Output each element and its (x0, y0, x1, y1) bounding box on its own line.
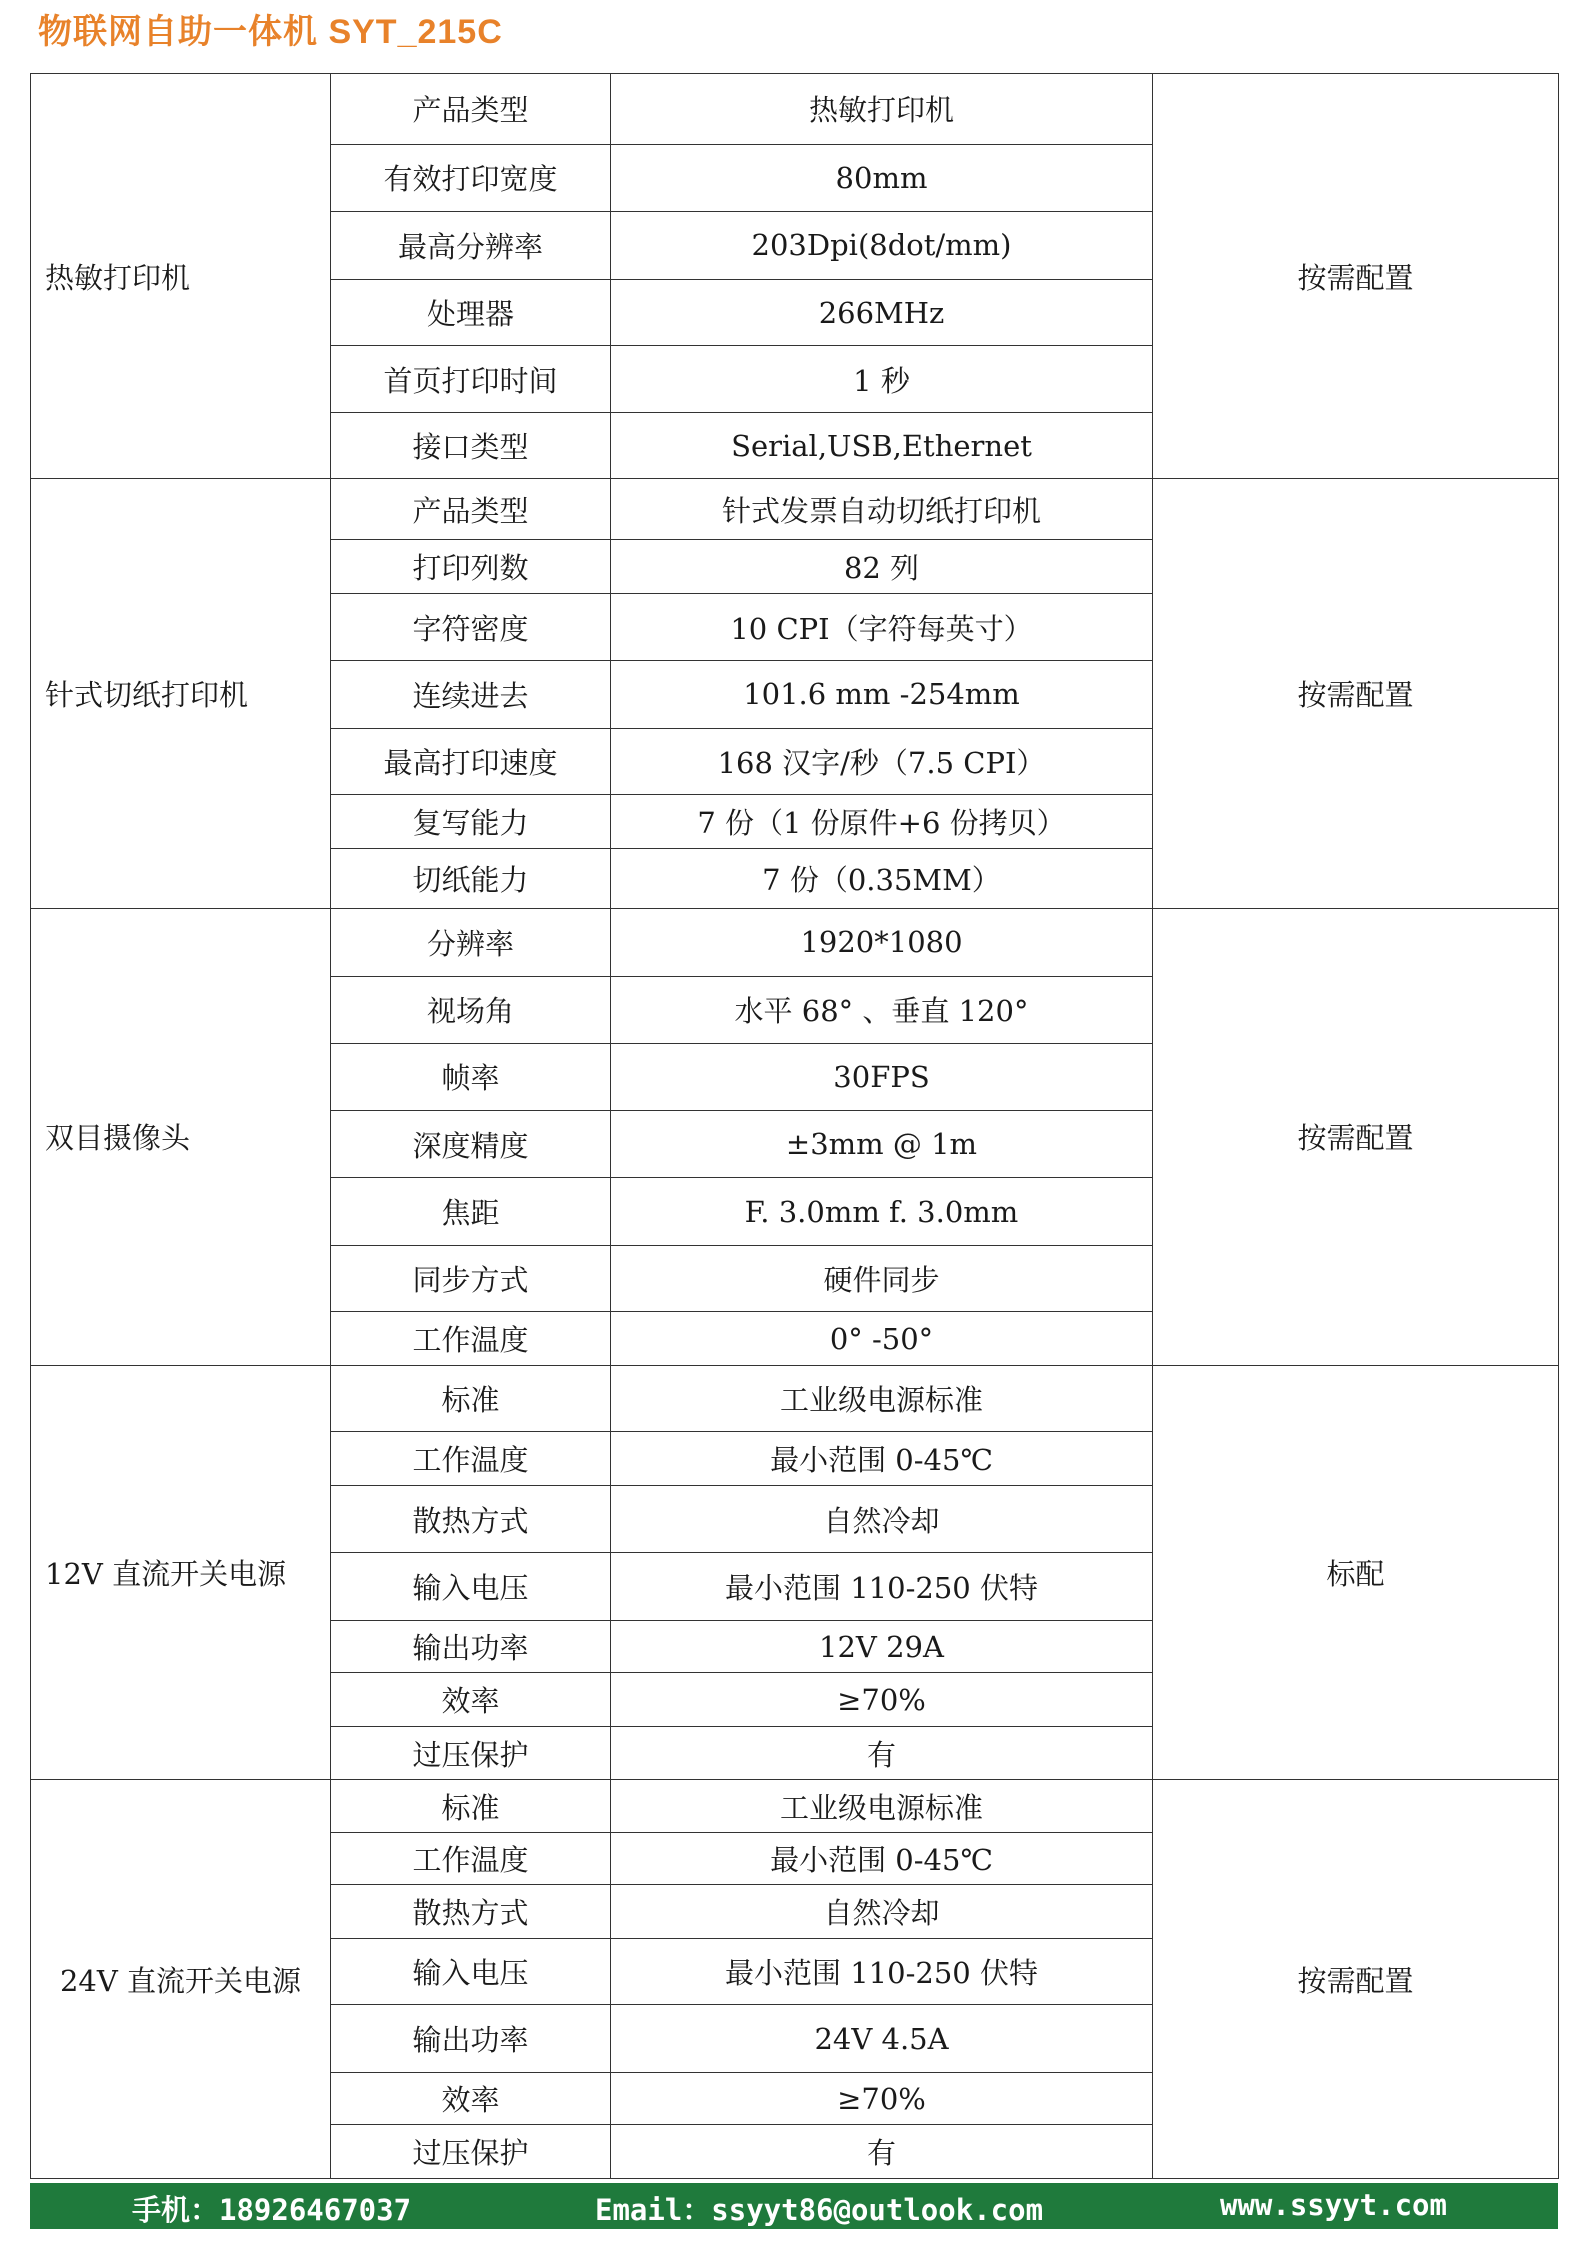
spec-value: 工业级电源标准 (611, 1365, 1153, 1432)
spec-label: 深度精度 (331, 1110, 611, 1178)
spec-label: 焦距 (331, 1178, 611, 1246)
spec-label: 产品类型 (331, 479, 611, 540)
spec-value: 1 秒 (611, 346, 1153, 413)
spec-value: ±3mm @ 1m (611, 1110, 1153, 1178)
spec-value: 自然冷却 (611, 1485, 1153, 1553)
spec-label: 工作温度 (331, 1312, 611, 1365)
spec-label: 产品类型 (331, 74, 611, 145)
config-cell: 按需配置 (1153, 479, 1559, 909)
spec-value: 82 列 (611, 539, 1153, 593)
spec-value: 30FPS (611, 1044, 1153, 1111)
contact-footer (30, 2183, 1558, 2229)
table-row (31, 479, 1559, 540)
spec-label: 首页打印时间 (331, 346, 611, 413)
spec-value: 最小范围 110-250 伏特 (611, 1553, 1153, 1621)
spec-value: 0° -50° (611, 1312, 1153, 1365)
table-row (31, 909, 1559, 977)
spec-label: 字符密度 (331, 594, 611, 661)
spec-value: 12V 29A (611, 1621, 1153, 1673)
category-cell: 24V 直流开关电源 (31, 1780, 331, 2179)
spec-label: 散热方式 (331, 1485, 611, 1553)
spec-value: 24V 4.5A (611, 2005, 1153, 2073)
spec-label: 散热方式 (331, 1885, 611, 1938)
category-cell: 12V 直流开关电源 (31, 1365, 331, 1779)
spec-value: 自然冷却 (611, 1885, 1153, 1938)
spec-value: 最小范围 0-45℃ (611, 1432, 1153, 1485)
spec-label: 复写能力 (331, 795, 611, 848)
config-cell: 标配 (1153, 1365, 1559, 1779)
spec-label: 输出功率 (331, 2005, 611, 2073)
spec-label: 帧率 (331, 1044, 611, 1111)
spec-value: 10 CPI（字符每英寸） (611, 594, 1153, 661)
spec-value: 硬件同步 (611, 1245, 1153, 1312)
category-cell: 双目摄像头 (31, 909, 331, 1366)
spec-label: 分辨率 (331, 909, 611, 977)
spec-value: Serial,USB,Ethernet (611, 412, 1153, 479)
spec-label: 打印列数 (331, 539, 611, 593)
page-title: 物联网自助一体机 SYT_215C (38, 13, 503, 51)
spec-value: 80mm (611, 144, 1153, 212)
spec-label: 有效打印宽度 (331, 144, 611, 212)
spec-label: 工作温度 (331, 1432, 611, 1485)
spec-label: 处理器 (331, 279, 611, 346)
spec-value: 203Dpi(8dot/mm) (611, 212, 1153, 280)
footer-email[interactable]: Email：ssyyt86@outlook.com (595, 2193, 1044, 2227)
spec-value: 7 份（1 份原件+6 份拷贝） (611, 795, 1153, 848)
category-cell: 热敏打印机 (31, 74, 331, 479)
spec-value: F. 3.0mm f. 3.0mm (611, 1178, 1153, 1246)
config-cell: 按需配置 (1153, 74, 1559, 479)
spec-label: 同步方式 (331, 1245, 611, 1312)
table-row (31, 1365, 1559, 1432)
spec-value: 工业级电源标准 (611, 1780, 1153, 1832)
spec-value: 有 (611, 2125, 1153, 2179)
category-cell: 针式切纸打印机 (31, 479, 331, 909)
spec-label: 过压保护 (331, 1726, 611, 1779)
spec-value: 168 汉字/秒（7.5 CPI） (611, 728, 1153, 795)
table-row (31, 74, 1559, 145)
spec-label: 效率 (331, 2072, 611, 2124)
footer-website[interactable]: www.ssyyt.com (1220, 2188, 1447, 2222)
spec-label: 输入电压 (331, 1938, 611, 2005)
spec-label: 过压保护 (331, 2125, 611, 2179)
config-cell: 按需配置 (1153, 909, 1559, 1366)
config-cell: 按需配置 (1153, 1780, 1559, 2179)
spec-label: 切纸能力 (331, 848, 611, 909)
spec-value: 针式发票自动切纸打印机 (611, 479, 1153, 540)
spec-label: 标准 (331, 1365, 611, 1432)
spec-label: 效率 (331, 1673, 611, 1726)
spec-label: 输出功率 (331, 1621, 611, 1673)
spec-value: 有 (611, 1726, 1153, 1779)
spec-value: 266MHz (611, 279, 1153, 346)
spec-label: 最高分辨率 (331, 212, 611, 280)
spec-value: 1920*1080 (611, 909, 1153, 977)
spec-label: 最高打印速度 (331, 728, 611, 795)
spec-label: 接口类型 (331, 412, 611, 479)
spec-table (30, 73, 1559, 2179)
spec-value: 最小范围 0-45℃ (611, 1832, 1153, 1884)
spec-label: 工作温度 (331, 1832, 611, 1884)
spec-label: 连续进去 (331, 660, 611, 728)
spec-value: ≥70% (611, 2072, 1153, 2124)
table-row (31, 1780, 1559, 1832)
spec-label: 标准 (331, 1780, 611, 1832)
spec-label: 视场角 (331, 976, 611, 1044)
spec-value: 7 份（0.35MM） (611, 848, 1153, 909)
spec-value: 水平 68° 、垂直 120° (611, 976, 1153, 1044)
footer-phone: 手机：18926467037 (132, 2193, 412, 2227)
spec-value: 最小范围 110-250 伏特 (611, 1938, 1153, 2005)
spec-value: 101.6 mm -254mm (611, 660, 1153, 728)
spec-label: 输入电压 (331, 1553, 611, 1621)
spec-value: 热敏打印机 (611, 74, 1153, 145)
spec-value: ≥70% (611, 1673, 1153, 1726)
